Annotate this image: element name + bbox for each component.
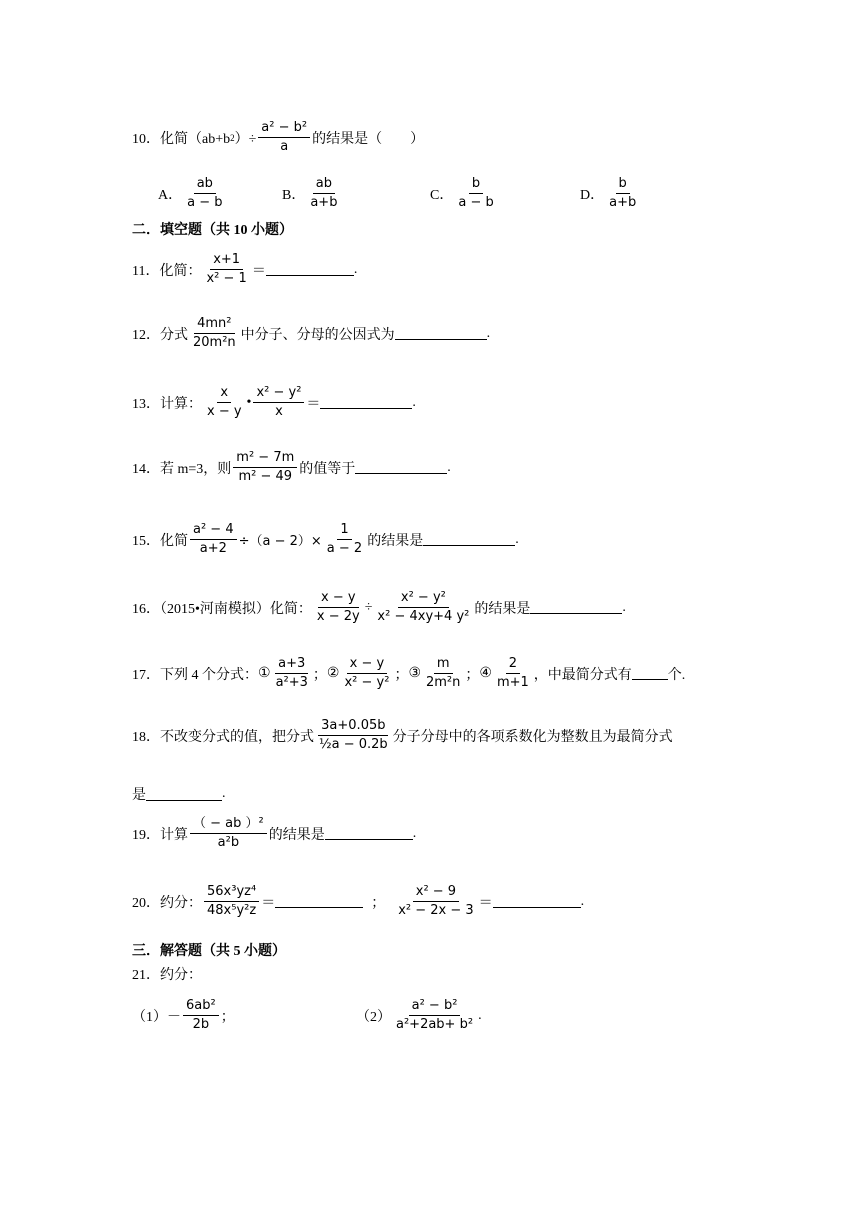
numerator: m bbox=[434, 656, 453, 674]
q20-fraction-1 bbox=[204, 884, 259, 919]
numerator: a² − 4 bbox=[190, 522, 237, 540]
period: . bbox=[412, 825, 417, 841]
q17-fraction-2 bbox=[341, 656, 392, 691]
q16-prefix: 16．（2015•河南模拟）化简： bbox=[132, 601, 312, 617]
answer-blank[interactable] bbox=[320, 396, 412, 409]
numerator: ab bbox=[313, 176, 335, 194]
answer-blank-1[interactable] bbox=[275, 895, 363, 908]
q10-exp: 2 bbox=[230, 132, 235, 143]
q21-fraction-1 bbox=[183, 998, 219, 1033]
q13-suffix: ＝ bbox=[306, 396, 321, 412]
q15-fraction-2 bbox=[324, 522, 365, 557]
q13-fraction-2 bbox=[253, 385, 304, 420]
equals: ＝ bbox=[261, 895, 276, 911]
denominator: a − b bbox=[458, 195, 494, 210]
numerator: 3a+0.05b bbox=[318, 718, 388, 736]
period: . bbox=[353, 261, 358, 277]
option-fraction bbox=[455, 176, 496, 211]
denominator: a+b bbox=[310, 195, 338, 210]
q18-prefix: 18．不改变分式的值，把分式 bbox=[132, 729, 314, 745]
denominator: x² − 1 bbox=[206, 271, 247, 286]
period: . bbox=[222, 786, 226, 801]
question-18-continued bbox=[132, 784, 226, 804]
denominator: x² − y² bbox=[344, 675, 390, 690]
q10-mid: ）÷ bbox=[234, 131, 257, 147]
numerator: x² − y² bbox=[253, 385, 304, 403]
period: . bbox=[447, 459, 451, 475]
q14-prefix: 14．若 m=3，则 bbox=[132, 461, 232, 477]
q10-suffix: 的结果是（ ） bbox=[312, 131, 425, 147]
separator: ； bbox=[394, 667, 409, 683]
numerator: 1 bbox=[337, 522, 351, 540]
item-marker: ① bbox=[258, 666, 271, 681]
q10-prefix: 10．化简（ab+b bbox=[132, 131, 231, 147]
q16-fraction-1 bbox=[314, 590, 363, 625]
denominator: a+b bbox=[609, 195, 637, 210]
denominator: 2m²n bbox=[426, 675, 461, 690]
q17-fraction-1 bbox=[273, 656, 311, 691]
part-end: . bbox=[478, 1007, 482, 1023]
question-20 bbox=[132, 884, 584, 919]
option-label: A． bbox=[158, 187, 183, 203]
q20-prefix: 20．约分： bbox=[132, 895, 202, 911]
denominator: x² − 4xy+4 y² bbox=[377, 609, 470, 624]
denominator: m² − 49 bbox=[238, 469, 293, 484]
q17-suffix: 中最简分式有 bbox=[547, 667, 632, 683]
question-21-title: 21．约分： bbox=[132, 968, 202, 983]
numerator: a+3 bbox=[275, 656, 308, 674]
numerator: 56x³yz⁴ bbox=[204, 884, 259, 902]
q10-option-d bbox=[580, 176, 641, 211]
q10-option-a bbox=[158, 176, 228, 211]
q18-fraction bbox=[316, 718, 391, 753]
question-11 bbox=[132, 252, 357, 287]
answer-blank[interactable] bbox=[355, 461, 447, 474]
denominator: a − b bbox=[187, 195, 223, 210]
q16-fraction-2 bbox=[374, 590, 472, 625]
answer-blank[interactable] bbox=[325, 827, 413, 840]
numerator: 6ab² bbox=[183, 998, 219, 1016]
answer-blank-2[interactable] bbox=[493, 895, 581, 908]
denominator: x bbox=[275, 404, 283, 419]
answer-blank[interactable] bbox=[423, 533, 515, 546]
question-17 bbox=[132, 656, 685, 691]
denominator: x − y bbox=[207, 404, 242, 419]
q15-mid: ÷（a − 2）× bbox=[238, 534, 322, 549]
numerator: a² − b² bbox=[409, 998, 461, 1016]
multiply-dot: • bbox=[246, 394, 252, 410]
option-label: D． bbox=[580, 187, 605, 203]
q12-fraction bbox=[190, 316, 239, 351]
answer-blank[interactable] bbox=[146, 788, 222, 801]
numerator: a² − b² bbox=[258, 120, 310, 138]
separator: ， bbox=[533, 667, 548, 683]
numerator: x − y bbox=[318, 590, 359, 608]
q19-suffix: 的结果是 bbox=[268, 827, 325, 843]
numerator: 4mn² bbox=[194, 316, 234, 334]
q13-fraction-1 bbox=[204, 385, 245, 420]
numerator: （ − ab ）² bbox=[190, 816, 267, 834]
denominator: a²+2ab+ b² bbox=[396, 1017, 474, 1032]
denominator: 48x⁵y²z bbox=[207, 903, 257, 918]
question-14 bbox=[132, 450, 451, 485]
option-fraction bbox=[606, 176, 639, 211]
option-fraction bbox=[184, 176, 225, 211]
numerator: b bbox=[469, 176, 483, 194]
part-end: ； bbox=[220, 1009, 235, 1025]
q15-fraction-1 bbox=[190, 522, 237, 557]
item-marker: ④ bbox=[479, 666, 492, 681]
q19-prefix: 19．计算 bbox=[132, 827, 188, 843]
denominator: 20m²n bbox=[193, 335, 236, 350]
answer-blank[interactable] bbox=[632, 667, 668, 680]
q18-suffix: 分子分母中的各项系数化为整数且为最简分式 bbox=[392, 729, 673, 745]
answer-blank[interactable] bbox=[266, 263, 354, 276]
divide-sign: ÷ bbox=[364, 599, 373, 615]
period: . bbox=[622, 599, 626, 615]
numerator: x² − 9 bbox=[413, 884, 459, 902]
numerator: m² − 7m bbox=[233, 450, 297, 468]
equals: ＝ bbox=[478, 895, 493, 911]
answer-blank[interactable] bbox=[530, 601, 622, 614]
denominator: a²+3 bbox=[275, 675, 308, 690]
q11-fraction bbox=[203, 252, 249, 287]
q11-prefix: 11．化简： bbox=[132, 263, 202, 279]
q15-prefix: 15．化简 bbox=[132, 533, 188, 549]
q11-suffix: ＝ bbox=[251, 263, 266, 279]
q20-fraction-2 bbox=[395, 884, 476, 919]
q19-fraction bbox=[190, 816, 267, 851]
q12-suffix: 中分子、分母的公因式为 bbox=[240, 327, 395, 343]
numerator: x² − y² bbox=[398, 590, 449, 608]
part-label: （2） bbox=[356, 1009, 391, 1025]
question-13 bbox=[132, 385, 416, 420]
numerator: ab bbox=[194, 176, 216, 194]
q10-option-b bbox=[282, 176, 342, 211]
q10-option-c bbox=[430, 176, 499, 211]
numerator: 2 bbox=[506, 656, 520, 674]
question-10 bbox=[132, 120, 424, 155]
q17-end: 个. bbox=[667, 667, 686, 683]
question-18 bbox=[132, 718, 673, 753]
separator: ； bbox=[465, 667, 480, 683]
denominator: a − 2 bbox=[326, 541, 363, 556]
numerator: b bbox=[616, 176, 630, 194]
question-19 bbox=[132, 816, 416, 851]
denominator: a bbox=[280, 139, 289, 154]
numerator: x+1 bbox=[210, 252, 243, 270]
denominator: x² − 2x − 3 bbox=[398, 903, 474, 918]
denominator: a+2 bbox=[199, 541, 227, 556]
option-fraction bbox=[307, 176, 340, 211]
separator: ； bbox=[312, 667, 327, 683]
numerator: x − y bbox=[347, 656, 388, 674]
option-label: B． bbox=[282, 187, 306, 203]
period: . bbox=[515, 531, 519, 547]
q21-fraction-2 bbox=[393, 998, 476, 1033]
question-16 bbox=[132, 590, 626, 625]
question-12 bbox=[132, 316, 490, 351]
q13-prefix: 13．计算： bbox=[132, 396, 202, 412]
q10-fraction bbox=[258, 120, 310, 155]
q16-suffix: 的结果是 bbox=[474, 601, 531, 617]
section-3-heading: 三．解答题（共 5 小题） bbox=[132, 944, 286, 959]
minus-sign: － bbox=[167, 1009, 181, 1025]
q18-line2: 是 bbox=[132, 788, 146, 803]
q17-fraction-4 bbox=[494, 656, 532, 691]
answer-blank[interactable] bbox=[395, 327, 487, 340]
period: . bbox=[412, 394, 416, 410]
item-marker: ② bbox=[326, 666, 340, 681]
question-15 bbox=[132, 522, 519, 557]
item-marker: ③ bbox=[408, 666, 421, 681]
denominator: a²b bbox=[217, 835, 240, 850]
separator: ； bbox=[371, 895, 386, 911]
q21-part-2 bbox=[356, 998, 482, 1033]
numerator: x bbox=[217, 385, 231, 403]
q12-prefix: 12．分式 bbox=[132, 327, 188, 343]
denominator: x − 2y bbox=[316, 609, 360, 624]
period: . bbox=[486, 325, 491, 341]
denominator: m+1 bbox=[496, 675, 529, 690]
q17-prefix: 17．下列 4 个分式： bbox=[132, 667, 258, 683]
denominator: ½a − 0.2b bbox=[319, 737, 388, 752]
q15-suffix: 的结果是 bbox=[367, 533, 424, 549]
section-2-heading: 二．填空题（共 10 小题） bbox=[132, 223, 293, 238]
q14-suffix: 的值等于 bbox=[299, 461, 356, 477]
denominator: 2b bbox=[192, 1017, 210, 1032]
option-label: C． bbox=[430, 187, 454, 203]
q17-fraction-3 bbox=[423, 656, 463, 691]
q14-fraction bbox=[233, 450, 297, 485]
period: . bbox=[580, 893, 585, 909]
part-label: （1） bbox=[132, 1009, 167, 1025]
q21-part-1 bbox=[132, 998, 235, 1033]
